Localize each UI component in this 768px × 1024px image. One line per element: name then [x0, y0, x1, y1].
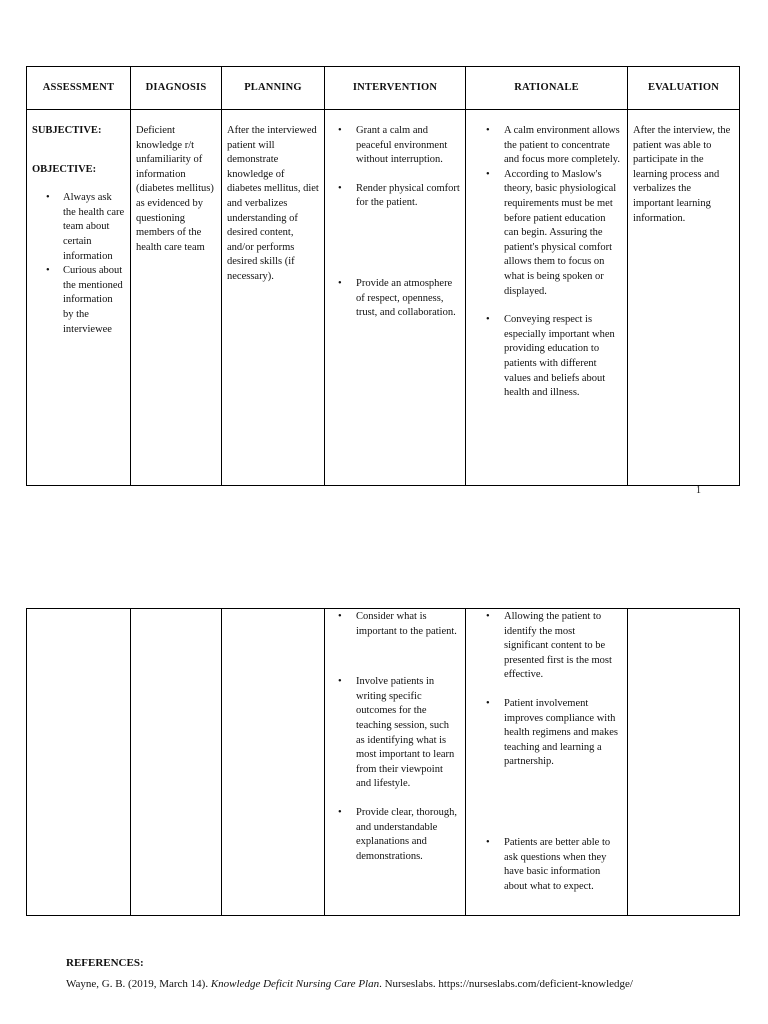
- intervention-item: • Involve patients in writing specific outcomes for the teaching session, such as identifying what is most important to learn from their viewpoint and lifestyle.: [356, 675, 460, 792]
- objective-label: OBJECTIVE:: [32, 163, 97, 175]
- rationale-list: [471, 124, 622, 401]
- diagnosis-cell-empty: [131, 609, 222, 916]
- diagnosis-cell: [131, 110, 222, 486]
- rationale-item: • Patients are better able to ask questions when they have basic information about what to expect.: [504, 836, 622, 894]
- objective-list: [32, 191, 125, 337]
- header-assessment: ASSESSMENT: [27, 67, 131, 110]
- page-number: 1: [696, 485, 701, 496]
- evaluation-text: After the interview, the patient was able to participate in the learning process and verbalizes the important learning information.: [633, 125, 731, 224]
- table-header-row: [27, 67, 740, 110]
- header-intervention: INTERVENTION: [325, 67, 466, 110]
- subjective-label: SUBJECTIVE:: [32, 125, 102, 136]
- rationale-item: • According to Maslow's theory, basic physiological requirements must be met before patient education can begin. Assuring the patient's physical comfort allows them to focus on what is being spoken or displayed.: [504, 168, 622, 299]
- diagnosis-text: Deficient knowledge r/t unfamiliarity of information (diabetes mellitus) as evidenced by questioning members of the health care team: [136, 125, 214, 253]
- intervention-item: • Consider what is important to the patient.: [356, 610, 460, 639]
- header-diagnosis: DIAGNOSIS: [131, 67, 222, 110]
- intervention-item: • Grant a calm and peaceful environment without interruption.: [356, 124, 460, 168]
- objective-item: • Curious about the mentioned information by the interviewee: [63, 264, 125, 337]
- intervention-list: [330, 124, 460, 321]
- planning-cell: [222, 110, 325, 486]
- table-row: [27, 110, 740, 486]
- rationale-list: [471, 610, 622, 894]
- reference-author-date: Wayne, G. B. (2019, March 14).: [66, 978, 211, 990]
- references-heading: REFERENCES:: [66, 957, 144, 969]
- rationale-item: • Patient involvement improves compliance with health regimens and makes teaching and learning a partnership.: [504, 697, 622, 770]
- reference-source-url: . Nurseslabs. https://nurseslabs.com/deficient-knowledge/: [379, 978, 633, 990]
- header-evaluation: EVALUATION: [628, 67, 740, 110]
- assessment-cell-empty: [27, 609, 131, 916]
- assessment-cell: [27, 110, 131, 486]
- planning-cell-empty: [222, 609, 325, 916]
- intervention-item: • Render physical comfort for the patient.: [356, 182, 460, 211]
- intervention-item: • Provide an atmosphere of respect, openness, trust, and collaboration.: [356, 277, 460, 321]
- header-planning: PLANNING: [222, 67, 325, 110]
- rationale-item: • Allowing the patient to identify the most significant content to be presented first is the most effective.: [504, 610, 622, 683]
- intervention-cell: [325, 110, 466, 486]
- rationale-cell: [466, 110, 628, 486]
- rationale-cell: [466, 609, 628, 916]
- intervention-cell: [325, 609, 466, 916]
- evaluation-cell: [628, 110, 740, 486]
- header-rationale: RATIONALE: [466, 67, 628, 110]
- rationale-item: • Conveying respect is especially important when providing education to patients with different values and beliefs about health and illness.: [504, 313, 622, 401]
- reference-entry: [66, 978, 633, 990]
- rationale-item: • A calm environment allows the patient to concentrate and focus more completely.: [504, 124, 622, 168]
- care-plan-table-page-1: [26, 66, 740, 486]
- reference-title: Knowledge Deficit Nursing Care Plan: [210, 978, 380, 990]
- intervention-item: • Provide clear, thorough, and understandable explanations and demonstrations.: [356, 806, 460, 864]
- planning-text: After the interviewed patient will demonstrate knowledge of diabetes mellitus, diet and verbalizes understanding of desired content, and/or performs desired skills (if necessary).: [227, 125, 319, 282]
- evaluation-cell-empty: [628, 609, 740, 916]
- care-plan-table-page-2: [26, 608, 740, 916]
- objective-item: • Always ask the health care team about certain information: [63, 191, 125, 264]
- intervention-list: [330, 610, 460, 864]
- table-row: [27, 609, 740, 916]
